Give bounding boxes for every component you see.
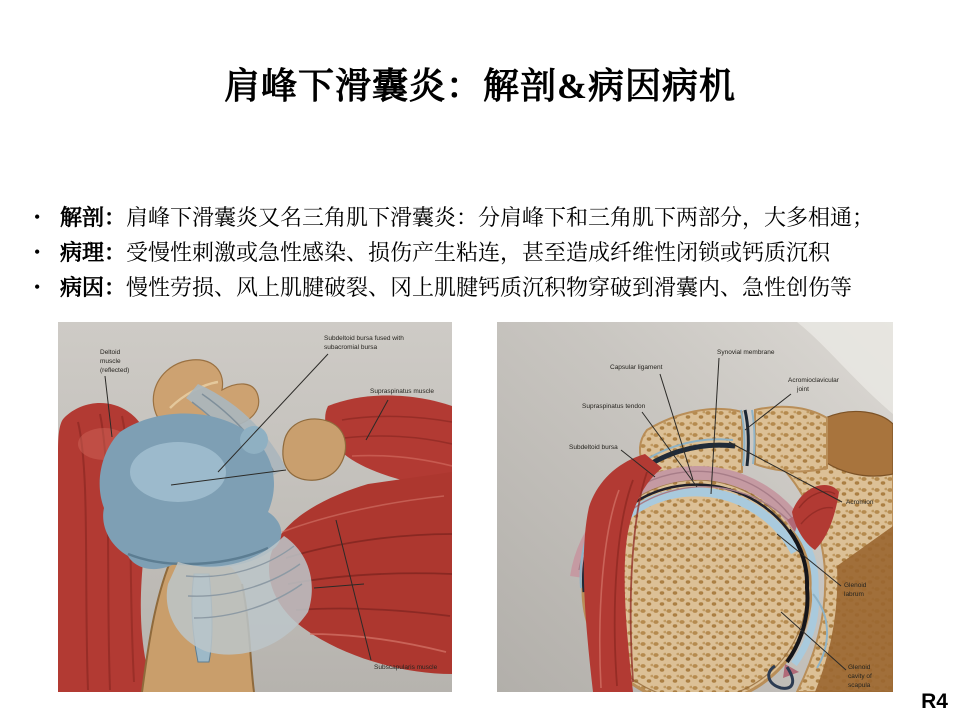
label-capsular-ligament: Capsular ligament — [610, 364, 663, 371]
label-subscapularis-muscle: Subscapularis muscle — [374, 664, 438, 671]
label-subdeltoid-bursa-fused: subacromial bursa — [324, 344, 378, 351]
page-marker: R4 — [921, 690, 948, 713]
bullet-etiology — [30, 270, 946, 305]
bullet-anatomy — [30, 200, 946, 235]
coracoid-shape — [283, 419, 346, 480]
label-deltoid-muscle: muscle — [100, 358, 121, 365]
shoulder-anterior-illustration — [58, 322, 452, 692]
label-supraspinatus-tendon: Supraspinatus tendon — [582, 403, 646, 410]
bullet-list — [30, 200, 946, 305]
label-deltoid-muscle: Deltoid — [100, 349, 121, 356]
bullet-pathology-text: 受慢性刺激或急性感染、损伤产生粘连，甚至造成纤维性闭锁或钙质沉积 — [126, 240, 831, 265]
slide-title: 肩峰下滑囊炎：解剖&病因病机 — [224, 66, 736, 106]
figure-shoulder-coronal-section — [497, 322, 893, 692]
label-subdeltoid-bursa: Subdeltoid bursa — [569, 444, 618, 451]
bullet-pathology — [30, 235, 946, 270]
label-acromion: Acromion — [846, 499, 874, 506]
label-synovial-membrane: Synovial membrane — [717, 349, 775, 356]
label-deltoid-muscle: (reflected) — [100, 367, 130, 374]
label-subdeltoid-bursa-fused: Subdeltoid bursa fused with — [324, 335, 404, 342]
label-glenoid-labrum: Glenoid — [844, 582, 867, 589]
label-glenoid-labrum: labrum — [844, 591, 864, 598]
bullet-anatomy-text: 肩峰下滑囊炎又名三角肌下滑囊炎：分肩峰下和三角肌下两部分，大多相通； — [126, 205, 875, 230]
bullet-etiology-text: 慢性劳损、风上肌腱破裂、冈上肌腱钙质沉积物穿破到滑囊内、急性创伤等 — [126, 275, 853, 300]
subdeltoid-bursa-shape — [100, 413, 282, 569]
figure-shoulder-anterior — [58, 322, 452, 692]
label-glenoid-cavity: scapula — [848, 682, 871, 689]
label-supraspinatus-muscle: Supraspinatus muscle — [370, 388, 434, 395]
bullet-etiology-label: 病因： — [60, 275, 127, 300]
label-glenoid-cavity: Glenoid — [848, 664, 871, 671]
label-glenoid-cavity: cavity of — [848, 673, 872, 680]
bullet-anatomy-label: 解剖： — [60, 205, 127, 230]
shoulder-coronal-illustration — [497, 322, 893, 692]
bullet-pathology-label: 病理： — [60, 240, 127, 265]
label-acromioclavicular-joint: Acromioclavicular — [788, 377, 839, 384]
label-acromioclavicular-joint: joint — [797, 386, 809, 393]
